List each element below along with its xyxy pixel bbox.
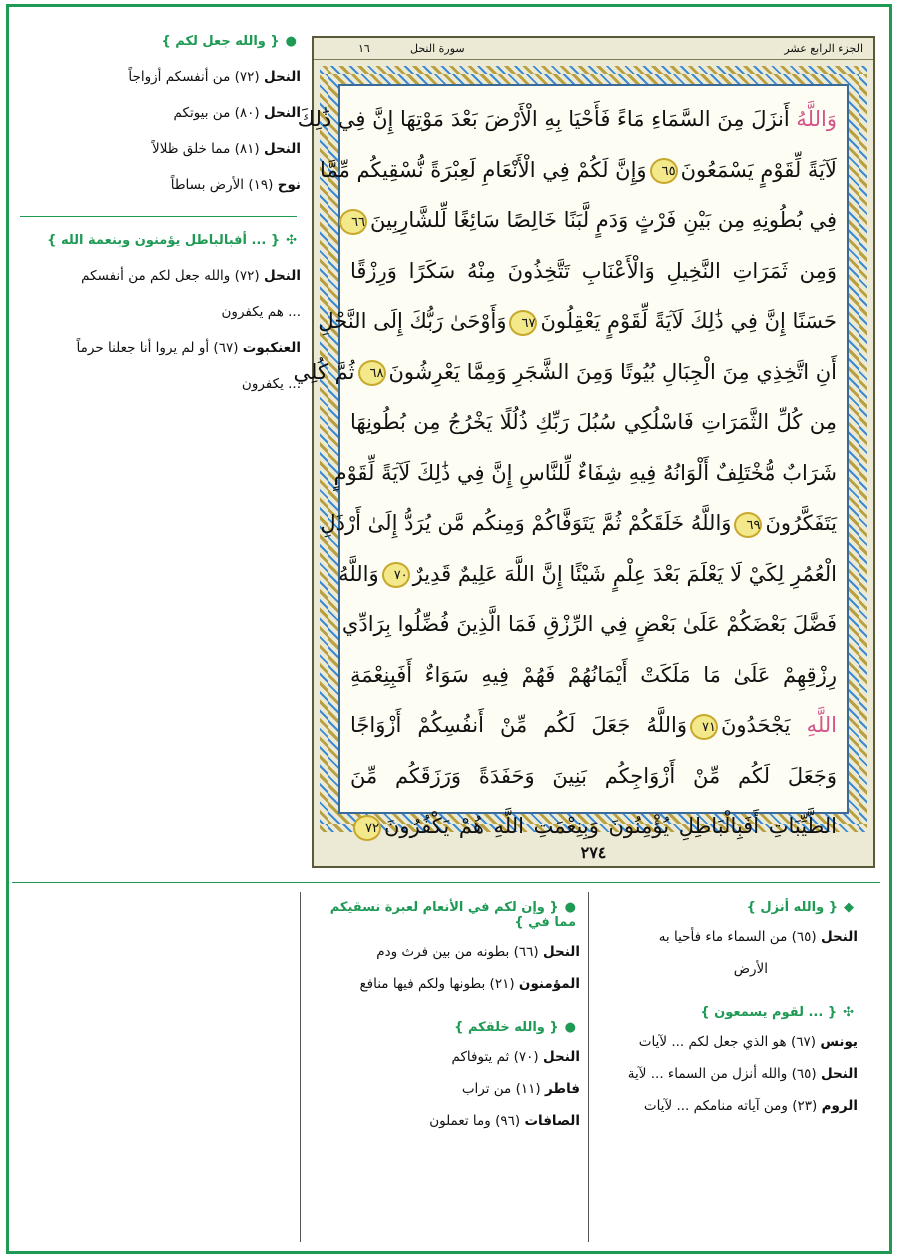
ayah-number-marker: ٦٥ xyxy=(650,158,678,184)
note-row: النحل (٦٥) من السماء ماء فأحيا به xyxy=(658,929,858,945)
ayah-line xyxy=(350,650,837,701)
ayah-number-marker: ٦٨ xyxy=(358,360,386,386)
note-row: النحل (٦٥) والله أنزل من السماء ... لآية xyxy=(627,1066,858,1082)
note-row: ... يكفرون xyxy=(241,376,301,392)
note-row: النحل (٦٦) بطونه من بين فرث ودم xyxy=(376,944,580,960)
note-row: الأرض xyxy=(733,961,768,977)
divine-name: وَاللَّهُ xyxy=(796,107,837,131)
note-row: النحل (٨١) مما خلق ظلالاً xyxy=(152,141,301,157)
juz-label: الجزء الرابع عشر xyxy=(784,42,863,55)
ayah-line xyxy=(333,448,837,499)
note-heading: ✣{ ... لقوم يسمعون } xyxy=(700,1005,854,1020)
ayah-number-marker: ٧١ xyxy=(690,714,718,740)
note-row: النحل (٧٢) والله جعل لكم من أنفسكم xyxy=(81,268,301,284)
surah-label: سورة النحل xyxy=(410,42,465,55)
ayah-text: فَضَّلَ بَعْضَكُمْ عَلَىٰ بَعْضٍ فِي الرِّزْقِ فَمَا الَّذِينَ فُضِّلُوا بِرَادِّي xyxy=(341,612,837,636)
note-block-1 xyxy=(16,34,301,203)
ayah-line xyxy=(350,246,837,297)
bullet-icon: ● xyxy=(564,1020,576,1035)
bottom-left-notes xyxy=(308,900,580,1137)
ayah-number-marker: ٦٦ xyxy=(339,209,367,235)
bullet-icon: ● xyxy=(564,900,576,915)
column-divider xyxy=(300,892,301,1242)
ayah-text: ثُمَّ كُلِي xyxy=(293,359,355,384)
note-heading: ●{ وإن لكم في الأنعام لعبرة نسقيكم مما في } xyxy=(329,900,576,930)
column-divider xyxy=(588,892,589,1242)
note-row: النحل (٨٠) من بيوتكم xyxy=(173,105,301,121)
side-notes xyxy=(16,34,301,402)
bottom-right-notes xyxy=(596,900,858,1122)
ayah-text: فِي بُطُونِهِ مِن بَيْنِ فَرْثٍ وَدَمٍ لَّبَنًا خَالِصًا سَائِغًا لِّلشَّارِبِينَ xyxy=(370,208,837,232)
text-area xyxy=(293,84,849,838)
bottom-divider xyxy=(12,882,880,883)
ayah-number-marker: ٧٢ xyxy=(353,815,381,841)
ayah-text: مِن كُلِّ الثَّمَرَاتِ فَاسْلُكِي سُبُلَ رَبِّكِ ذُلُلًا يَخْرُجُ مِن بُطُونِهَا xyxy=(350,410,837,434)
quran-text xyxy=(293,94,838,852)
mushaf-header xyxy=(314,38,873,60)
ayah-line xyxy=(297,94,837,145)
note-row: النحل (٧٠) ثم يتوفاكم xyxy=(451,1049,580,1065)
ayah-text: أَنِ اتَّخِذِي مِنَ الْجِبَالِ بُيُوتًا وَمِنَ الشَّجَرِ وَمِمَّا يَعْرِشُونَ xyxy=(388,359,837,384)
divider xyxy=(20,207,297,217)
note-row: المؤمنون (٢١) بطونها ولكم فيها منافع xyxy=(359,976,580,992)
ayah-text: شَرَابٌ مُّخْتَلِفٌ أَلْوَانُهُ فِيهِ شِفَاءٌ لِّلنَّاسِ إِنَّ فِي ذَٰلِكَ لَآيَةً لِّقَوْمٍ xyxy=(333,460,837,485)
ayah-text: لَآيَةً لِّقَوْمٍ يَسْمَعُونَ xyxy=(680,157,837,182)
ayah-text: وَاللَّهُ خَلَقَكُمْ ثُمَّ يَتَوَفَّاكُمْ وَمِنكُم مَّن يُرَدُّ إِلَىٰ أَرْذَلِ xyxy=(320,511,732,535)
ayah-text: رِزْقِهِمْ عَلَىٰ مَا مَلَكَتْ أَيْمَانُهُمْ فَهُمْ فِيهِ سَوَاءٌ أَفَبِنِعْمَةِ xyxy=(350,662,837,687)
note-row: نوح (١٩) الأرض بساطاً xyxy=(170,177,301,193)
note-row: يونس (٦٧) هو الذي جعل لكم ... لآيات xyxy=(638,1034,858,1050)
ayah-text: وَاللَّهُ جَعَلَ لَكُم مِّنْ أَنفُسِكُمْ أَزْوَاجًا xyxy=(350,713,687,737)
note-heading: ●{ والله خلقكم } xyxy=(454,1020,576,1035)
ayah-number-marker: ٧٠ xyxy=(382,562,410,588)
flower-icon: ✣ xyxy=(843,1005,854,1020)
note-row: ... هم يكفرون xyxy=(221,304,301,320)
ayah-number-marker: ٦٩ xyxy=(734,512,762,538)
ayah-line xyxy=(338,549,837,600)
ayah-text: الطَّيِّبَاتِ أَفَبِالْبَاطِلِ يُؤْمِنُونَ وَبِنِعْمَتِ اللَّهِ هُمْ يَكْفُرُونَ xyxy=(384,814,837,838)
ayah-text: وَاللَّهُ xyxy=(338,561,379,586)
ayah-text: وَجَعَلَ لَكُم مِّنْ أَزْوَاجِكُم بَنِينَ وَحَفَدَةً وَرَزَقَكُم مِّنَ xyxy=(350,763,837,788)
mushaf-page xyxy=(293,36,875,868)
ayah-text: وَأَوْحَىٰ رَبُّكَ إِلَى النَّحْلِ xyxy=(318,309,507,333)
ornamental-border xyxy=(293,66,867,838)
note-row: الروم (٢٣) ومن آياته منامكم ... لآيات xyxy=(643,1098,858,1114)
note-heading: ◆{ والله أنزل } xyxy=(746,900,854,915)
ayah-text: وَمِن ثَمَرَاتِ النَّخِيلِ وَالْأَعْنَابِ تَتَّخِذُونَ مِنْهُ سَكَرًا وَرِزْقًا xyxy=(350,258,837,283)
note-heading: ●{ والله جعل لكم } xyxy=(161,34,297,49)
note-row: فاطر (١١) من تراب xyxy=(461,1081,580,1097)
ayah-line xyxy=(293,347,837,398)
ayah-line xyxy=(320,145,837,196)
ayah-text: الْعُمُرِ لِكَيْ لَا يَعْلَمَ بَعْدَ عِلْمٍ شَيْئًا إِنَّ اللَّهَ عَلِيمٌ قَدِيرٌ xyxy=(412,561,837,586)
note-row: العنكبوت (٦٧) أو لم يروا أنا جعلنا حرماً xyxy=(76,340,301,356)
ayah-text: يَجْحَدُونَ xyxy=(720,713,807,737)
note-row: النحل (٧٢) من أنفسكم أزواجاً xyxy=(128,69,301,85)
note-row: الصافات (٩٦) وما تعملون xyxy=(429,1113,580,1129)
ayah-line xyxy=(350,195,837,246)
ayah-text: وَإِنَّ لَكُمْ فِي الْأَنْعَامِ لَعِبْرَةً نُّسْقِيكُم مِّمَّا xyxy=(320,157,647,182)
divine-name: اللَّهِ xyxy=(806,713,838,737)
ayah-text: أَنزَلَ مِنَ السَّمَاءِ مَاءً فَأَحْيَا بِهِ الْأَرْضَ بَعْدَ مَوْتِهَا إِنَّ فِي ذَٰلِكَ xyxy=(297,107,797,131)
flower-icon: ✣ xyxy=(286,233,297,248)
ayah-line xyxy=(318,296,837,347)
surah-index: ١٦ xyxy=(358,42,370,55)
bullet-icon: ◆ xyxy=(844,900,854,915)
ayah-text: يَتَفَكَّرُونَ xyxy=(765,511,837,535)
ayah-line xyxy=(320,498,837,549)
note-heading: ✣{ ... أفبالباطل يؤمنون وبنعمة الله } xyxy=(47,233,297,248)
ayah-line xyxy=(350,700,837,751)
note-block-2 xyxy=(16,233,301,402)
ayah-number-marker: ٦٧ xyxy=(509,310,537,336)
ayah-text: حَسَنًا إِنَّ فِي ذَٰلِكَ لَآيَةً لِّقَوْمٍ يَعْقِلُونَ xyxy=(540,309,837,333)
ayah-line xyxy=(350,397,837,448)
ayah-line xyxy=(350,751,837,802)
ayah-line xyxy=(341,599,837,650)
bullet-icon: ● xyxy=(285,34,297,49)
page-number: ٢٧٤ xyxy=(580,843,607,862)
